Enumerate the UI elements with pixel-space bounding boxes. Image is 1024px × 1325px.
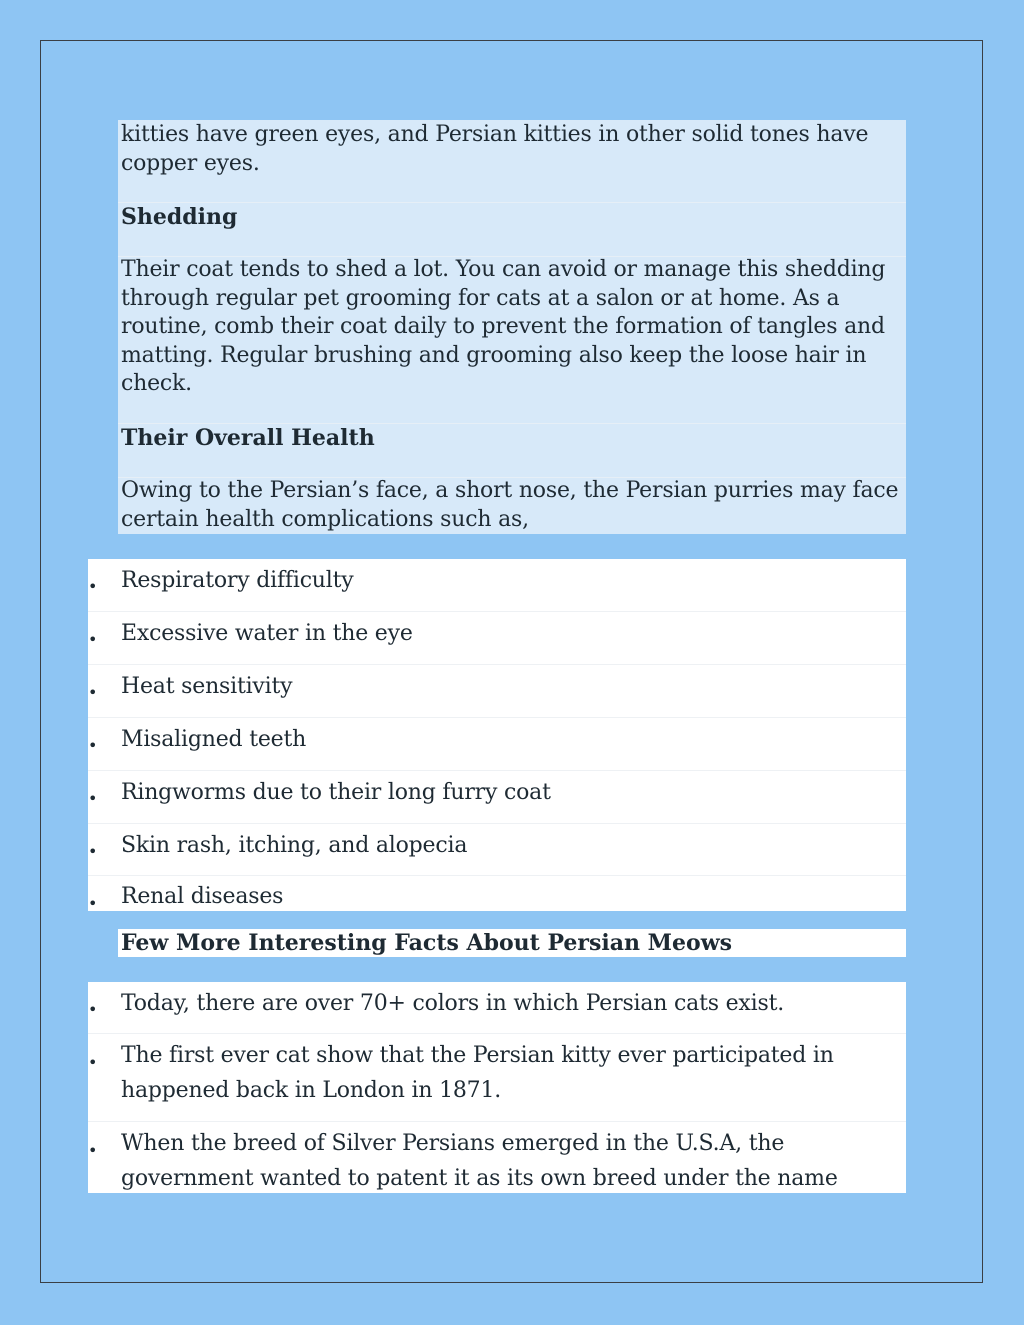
health-line: Owing to the Persian’s face, a short nose, the Persian purries may face: [121, 478, 899, 503]
shedding-line: check.: [121, 371, 192, 396]
list-item-text: government wanted to patent it as its own breed under the name: [121, 1166, 838, 1191]
intro-line: kitties have green eyes, and Persian kitties in other solid tones have: [121, 122, 869, 147]
bullet-icon: •: [88, 736, 98, 755]
bullet-icon: •: [88, 789, 98, 808]
facts-list: [88, 982, 906, 1193]
shedding-line: Their coat tends to shed a lot. You can avoid or manage this shedding: [121, 257, 886, 282]
list-item-text: happened back in London in 1871.: [121, 1078, 502, 1103]
list-item-text: The first ever cat show that the Persian kitty ever participated in: [121, 1043, 834, 1068]
list-item-text: When the breed of Silver Persians emerged in the U.S.A, the: [121, 1131, 785, 1156]
list-item: [88, 1122, 906, 1193]
bullet-icon: •: [88, 1000, 98, 1019]
list-item: [88, 559, 906, 612]
list-item-text: Skin rash, itching, and alopecia: [121, 833, 468, 858]
bullet-icon: •: [88, 1141, 98, 1160]
shedding-line: through regular pet grooming for cats at a salon or at home. As a: [121, 285, 840, 311]
list-item: [88, 1034, 906, 1122]
list-item: [88, 876, 906, 911]
shedding-line: routine, comb their coat daily to prevent the formation of tangles and: [121, 314, 885, 339]
list-item-text: Excessive water in the eye: [121, 621, 413, 646]
health-line: certain health complications such as,: [121, 506, 529, 532]
list-item: [88, 824, 906, 876]
health-list: [88, 559, 906, 911]
list-item: [88, 982, 906, 1034]
shedding-heading: Shedding: [121, 204, 238, 230]
list-item-text: Today, there are over 70+ colors in which Persian cats exist.: [121, 991, 785, 1016]
bullet-icon: •: [88, 1053, 98, 1072]
list-item-text: Heat sensitivity: [121, 674, 293, 699]
list-item: [88, 718, 906, 771]
list-item: [88, 612, 906, 665]
health-heading: Their Overall Health: [121, 425, 375, 451]
list-item-text: Respiratory difficulty: [121, 568, 354, 593]
list-item: [88, 771, 906, 824]
list-item-text: Ringworms due to their long furry coat: [121, 780, 551, 805]
facts-heading: Few More Interesting Facts About Persian Meows: [121, 930, 733, 956]
bullet-icon: •: [88, 630, 98, 649]
shedding-line: matting. Regular brushing and grooming also keep the loose hair in: [121, 342, 867, 368]
intro-line: copper eyes.: [121, 150, 260, 176]
bullet-icon: •: [88, 683, 98, 702]
bullet-icon: •: [88, 577, 98, 596]
list-item-text: Renal diseases: [121, 884, 284, 909]
list-item: [88, 665, 906, 718]
bullet-icon: •: [88, 894, 98, 913]
bullet-icon: •: [88, 842, 98, 861]
list-item-text: Misaligned teeth: [121, 727, 307, 752]
